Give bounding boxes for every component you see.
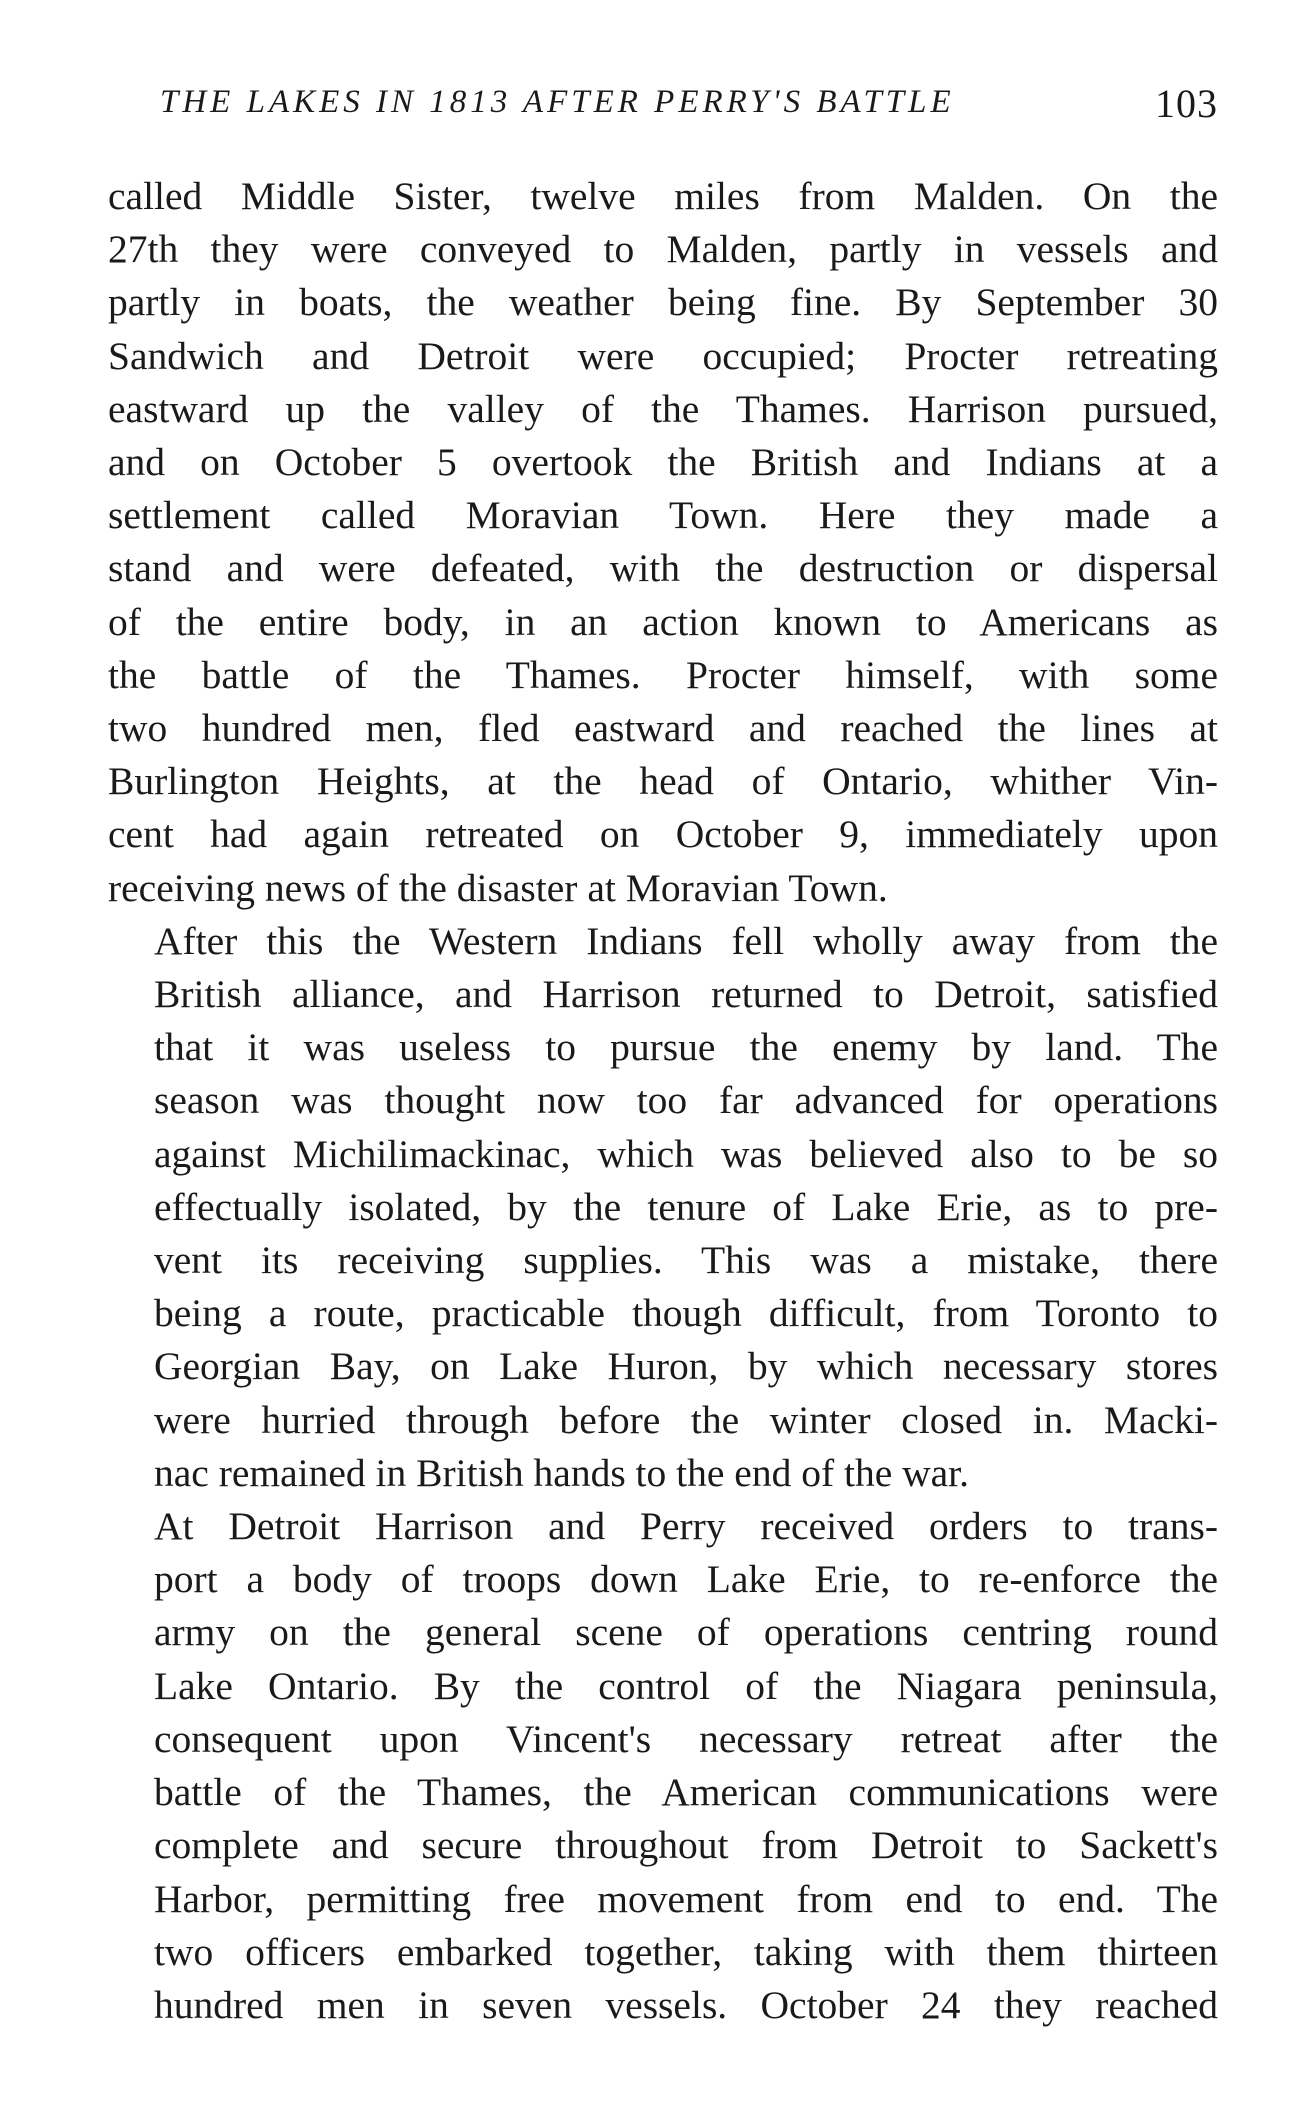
text-line: eastward up the valley of the Thames. Harrison pursued, [108, 386, 1218, 431]
text-line: cent had again retreated on October 9, immediately upon [108, 812, 1218, 857]
text-line: consequent upon Vincent's necessary retreat after the [154, 1716, 1218, 1761]
text-line: Georgian Bay, on Lake Huron, by which necessary stores [154, 1344, 1218, 1389]
text-line: two officers embarked together, taking with them thirteen [154, 1929, 1218, 1974]
text-line: complete and secure throughout from Detroit to Sackett's [154, 1823, 1218, 1868]
text-line: receiving news of the disaster at Moravian Town. [108, 865, 888, 910]
text-line: being a route, practicable though difficult, from Toronto to [154, 1291, 1218, 1336]
text-line: 27th they were conveyed to Malden, partly in vessels and [108, 227, 1218, 272]
text-line: settlement called Moravian Town. Here they made a [108, 493, 1218, 538]
book-page [108, 70, 1218, 2032]
paragraph-1 [108, 170, 1218, 915]
text-line: battle of the Thames, the American communications were [154, 1770, 1218, 1815]
text-line: against Michilimackinac, which was believed also to be so [154, 1131, 1218, 1176]
text-line: Harbor, permitting free movement from end to end. The [154, 1876, 1218, 1921]
text-line: two hundred men, fled eastward and reached the lines at [108, 706, 1218, 751]
page-header [108, 70, 1218, 130]
text-line: Sandwich and Detroit were occupied; Procter retreating [108, 333, 1218, 378]
text-line: nac remained in British hands to the end of the war. [154, 1450, 970, 1495]
text-line: season was thought now too far advanced for operations [154, 1078, 1218, 1123]
text-line: the battle of the Thames. Procter himself, with some [108, 652, 1218, 697]
text-line: were hurried through before the winter closed in. Macki- [154, 1397, 1218, 1442]
text-line: called Middle Sister, twelve miles from Malden. On the [108, 174, 1218, 218]
text-line: army on the general scene of operations centring round [154, 1610, 1218, 1655]
text-line: Lake Ontario. By the control of the Niagara peninsula, [154, 1663, 1218, 1708]
body-text [108, 170, 1218, 2032]
text-line: vent its receiving supplies. This was a mistake, there [154, 1238, 1218, 1283]
text-line: stand and were defeated, with the destruction or dispersal [108, 546, 1218, 591]
paragraph-3 [108, 1500, 1218, 2032]
text-line: effectually isolated, by the tenure of Lake Erie, as to pre- [154, 1184, 1218, 1229]
text-line: British alliance, and Harrison returned to Detroit, satisfied [154, 972, 1218, 1017]
text-line: Burlington Heights, at the head of Ontario, whither Vin- [108, 759, 1218, 804]
text-line: After this the Western Indians fell wholly away from the [154, 918, 1218, 963]
text-line: port a body of troops down Lake Erie, to re-enforce the [154, 1557, 1218, 1602]
running-head: THE LAKES IN 1813 AFTER PERRY'S BATTLE [160, 84, 955, 120]
page-number: 103 [1155, 81, 1218, 126]
text-line: of the entire body, in an action known to Americans as [108, 599, 1218, 644]
text-line: partly in boats, the weather being fine. By September 30 [108, 280, 1218, 325]
text-line: and on October 5 overtook the British and Indians at a [108, 440, 1218, 485]
paragraph-2 [108, 915, 1218, 1500]
text-line: hundred men in seven vessels. October 24 they reached [154, 1982, 1218, 2027]
text-line: At Detroit Harrison and Perry received orders to trans- [154, 1504, 1218, 1549]
text-line: that it was useless to pursue the enemy by land. The [154, 1025, 1218, 1070]
